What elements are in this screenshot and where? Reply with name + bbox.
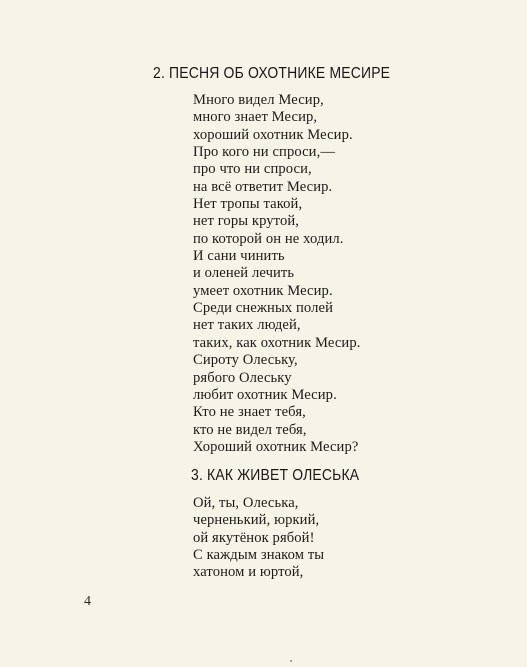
verse-line: кто не видел тебя, [193, 421, 307, 438]
verse-line: на всё ответит Месир. [193, 178, 333, 195]
verse-line: ой якутёнок рябой! [193, 529, 315, 546]
poem-verse-oleska [193, 495, 324, 582]
verse-line: хатоном и юртой, [193, 564, 304, 581]
verse-line: нет таких людей, [193, 317, 301, 334]
verse-line: Нет тропы такой, [193, 196, 303, 213]
verse-line: умеет охотник Месир. [193, 282, 333, 299]
verse-line: Кто не знает тебя, [193, 404, 306, 421]
poem-verse-mesir-song [193, 92, 360, 456]
verse-line: любит охотник Месир. [193, 386, 337, 403]
verse-line: рябого Олеську [193, 369, 292, 386]
section-heading-oleska: 3. КАК ЖИВЕТ ОЛЕСЬКА [191, 467, 360, 484]
verse-line: нет горы крутой, [193, 213, 300, 230]
verse-line: и оленей лечить [193, 265, 295, 282]
verse-line: С каждым знаком ты [193, 547, 325, 564]
verse-line: И сани чинить [193, 248, 285, 265]
verse-line: Много видел Месир, [193, 92, 324, 108]
verse-line: хороший охотник Месир. [193, 126, 353, 143]
verse-line: Ой, ты, Олеська, [193, 495, 299, 511]
verse-line: Среди снежных полей [193, 300, 333, 317]
verse-line: Про кого ни спроси,— [193, 144, 336, 161]
verse-line: много знает Месир, [193, 109, 318, 126]
verse-line: по которой он не ходил. [193, 230, 344, 247]
verse-line: таких, как охотник Месир. [193, 334, 361, 351]
page-number: 4 [84, 594, 91, 609]
verse-line: черненький, юркий, [193, 512, 320, 529]
paper-speck [290, 660, 292, 662]
verse-line: Сироту Олеську, [193, 352, 298, 369]
verse-line: про что ни спроси, [193, 161, 312, 178]
section-heading-mesir-song: 2. ПЕСНЯ ОБ ОХОТНИКЕ МЕСИРЕ [153, 65, 391, 82]
verse-line: Хороший охотник Месир? [193, 438, 359, 455]
